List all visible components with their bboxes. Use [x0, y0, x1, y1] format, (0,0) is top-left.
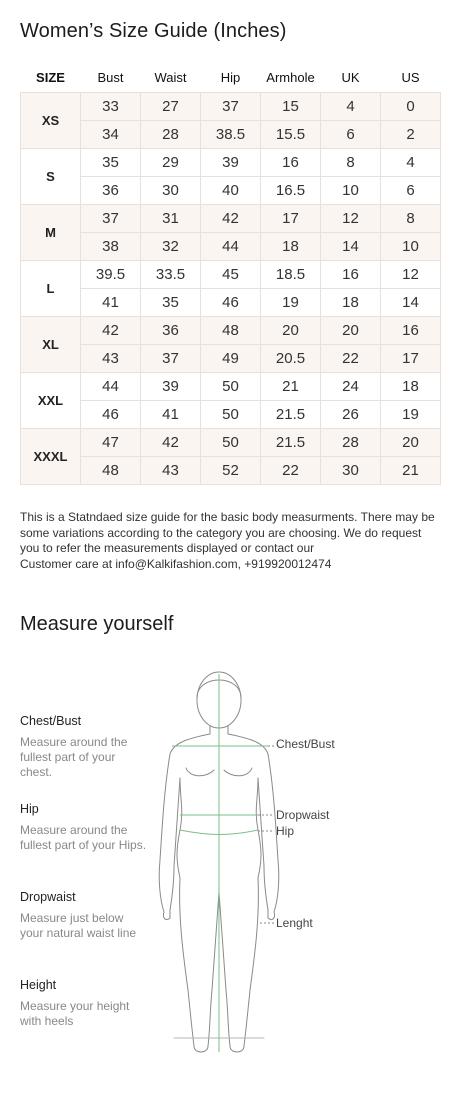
body-figure [150, 660, 440, 1080]
table-cell: 16 [381, 317, 441, 345]
table-cell: 43 [141, 457, 201, 485]
size-label: XXL [21, 373, 81, 429]
table-cell: 46 [201, 289, 261, 317]
table-cell: 4 [321, 93, 381, 121]
size-label: XL [21, 317, 81, 373]
table-cell: 36 [81, 177, 141, 205]
table-cell: 39.5 [81, 261, 141, 289]
table-cell: 17 [381, 345, 441, 373]
table-row [21, 289, 441, 317]
table-cell: 50 [201, 429, 261, 457]
table-cell: 45 [201, 261, 261, 289]
figure-label-dropwaist: Dropwaist [276, 808, 330, 822]
table-cell: 20 [321, 317, 381, 345]
table-cell: 21 [261, 373, 321, 401]
table-cell: 38.5 [201, 121, 261, 149]
measure-heading: Measure yourself [20, 613, 174, 635]
header-bust: Bust [97, 69, 124, 85]
table-cell: 10 [381, 233, 441, 261]
table-cell: 41 [141, 401, 201, 429]
table-cell: 42 [81, 317, 141, 345]
table-cell: 16 [261, 149, 321, 177]
table-cell: 12 [381, 261, 441, 289]
table-cell: 20 [381, 429, 441, 457]
table-cell: 50 [201, 401, 261, 429]
table-cell: 52 [201, 457, 261, 485]
table-cell: 35 [141, 289, 201, 317]
table-cell: 42 [201, 205, 261, 233]
size-table-body [21, 93, 441, 485]
measure-item-label: Dropwaist [20, 890, 76, 904]
note-contact: Customer care at info@Kalkifashion.com, +919920012474 [20, 556, 332, 571]
table-cell: 36 [141, 317, 201, 345]
table-cell: 26 [321, 401, 381, 429]
table-cell: 44 [201, 233, 261, 261]
table-cell: 0 [381, 93, 441, 121]
size-label: XS [21, 93, 81, 149]
table-cell: 31 [141, 205, 201, 233]
table-row [21, 457, 441, 485]
measure-item-label: Hip [20, 802, 39, 816]
table-cell: 18 [381, 373, 441, 401]
size-label: M [21, 205, 81, 261]
table-cell: 14 [321, 233, 381, 261]
table-row [21, 373, 441, 401]
table-cell: 29 [141, 149, 201, 177]
table-header-row [21, 62, 441, 93]
table-cell: 47 [81, 429, 141, 457]
table-cell: 42 [141, 429, 201, 457]
table-cell: 15 [261, 93, 321, 121]
table-cell: 28 [141, 121, 201, 149]
table-cell: 30 [321, 457, 381, 485]
measure-item-desc: Measure your height with heels [20, 999, 130, 1028]
table-cell: 37 [201, 93, 261, 121]
table-cell: 22 [261, 457, 321, 485]
table-row [21, 177, 441, 205]
figure-label-length: Lenght [276, 916, 313, 930]
table-cell: 18.5 [261, 261, 321, 289]
measure-item-chest [20, 714, 150, 780]
table-cell: 27 [141, 93, 201, 121]
measure-item-desc: Measure around the fullest part of your Hips. [20, 823, 147, 852]
size-label: L [21, 261, 81, 317]
table-row [21, 345, 441, 373]
size-label: S [21, 149, 81, 205]
table-row [21, 317, 441, 345]
table-cell: 4 [381, 149, 441, 177]
page-title: Women’s Size Guide (Inches) [20, 20, 287, 42]
table-cell: 38 [81, 233, 141, 261]
table-cell: 8 [381, 205, 441, 233]
table-cell: 37 [141, 345, 201, 373]
table-cell: 39 [141, 373, 201, 401]
table-cell: 39 [201, 149, 261, 177]
measure-item-label: Chest/Bust [20, 714, 82, 728]
table-cell: 37 [81, 205, 141, 233]
table-cell: 28 [321, 429, 381, 457]
table-cell: 46 [81, 401, 141, 429]
table-cell: 21.5 [261, 429, 321, 457]
header-armhole: Armhole [266, 69, 315, 85]
table-cell: 2 [381, 121, 441, 149]
table-cell: 34 [81, 121, 141, 149]
table-cell: 35 [81, 149, 141, 177]
table-cell: 49 [201, 345, 261, 373]
table-cell: 20.5 [261, 345, 321, 373]
table-cell: 16 [321, 261, 381, 289]
table-cell: 40 [201, 177, 261, 205]
table-cell: 30 [141, 177, 201, 205]
table-row [21, 149, 441, 177]
table-cell: 18 [261, 233, 321, 261]
measure-item-dropwaist [20, 890, 150, 941]
table-row [21, 205, 441, 233]
table-cell: 18 [321, 289, 381, 317]
figure-label-hip: Hip [276, 824, 295, 838]
table-cell: 17 [261, 205, 321, 233]
table-cell: 48 [201, 317, 261, 345]
table-row [21, 401, 441, 429]
measure-item-desc: Measure just below your natural waist line [20, 911, 137, 940]
table-cell: 48 [81, 457, 141, 485]
table-cell: 6 [381, 177, 441, 205]
measure-lines [172, 674, 268, 1052]
table-cell: 19 [261, 289, 321, 317]
table-cell: 50 [201, 373, 261, 401]
table-cell: 32 [141, 233, 201, 261]
measure-item-label: Height [20, 978, 57, 992]
header-us: US [401, 69, 420, 85]
header-size: SIZE [36, 69, 65, 85]
header-waist: Waist [154, 69, 187, 85]
table-cell: 6 [321, 121, 381, 149]
measure-item-desc: Measure around the fullest part of your chest. [20, 735, 128, 779]
table-cell: 16.5 [261, 177, 321, 205]
table-cell: 41 [81, 289, 141, 317]
table-row [21, 233, 441, 261]
table-cell: 33.5 [141, 261, 201, 289]
table-cell: 21.5 [261, 401, 321, 429]
table-cell: 14 [381, 289, 441, 317]
table-cell: 19 [381, 401, 441, 429]
table-cell: 10 [321, 177, 381, 205]
size-guide-note [20, 510, 440, 572]
table-cell: 12 [321, 205, 381, 233]
table-cell: 20 [261, 317, 321, 345]
note-text: This is a Statndaed size guide for the basic body measurments. There may be some variations according to the category you are choosing. We do request you to refer the measurements displayed or contact our [20, 510, 435, 555]
table-cell: 43 [81, 345, 141, 373]
header-uk: UK [341, 69, 360, 85]
table-cell: 24 [321, 373, 381, 401]
table-cell: 33 [81, 93, 141, 121]
table-cell: 22 [321, 345, 381, 373]
size-table [20, 62, 441, 485]
measure-item-height [20, 978, 150, 1029]
table-cell: 15.5 [261, 121, 321, 149]
table-row [21, 121, 441, 149]
table-cell: 21 [381, 457, 441, 485]
table-row [21, 261, 441, 289]
size-label: XXXL [21, 429, 81, 485]
header-hip: Hip [220, 69, 241, 85]
table-cell: 44 [81, 373, 141, 401]
measure-item-hip [20, 802, 150, 853]
figure-label-chest: Chest/Bust [276, 737, 335, 751]
table-row [21, 429, 441, 457]
table-cell: 8 [321, 149, 381, 177]
table-row [21, 93, 441, 121]
